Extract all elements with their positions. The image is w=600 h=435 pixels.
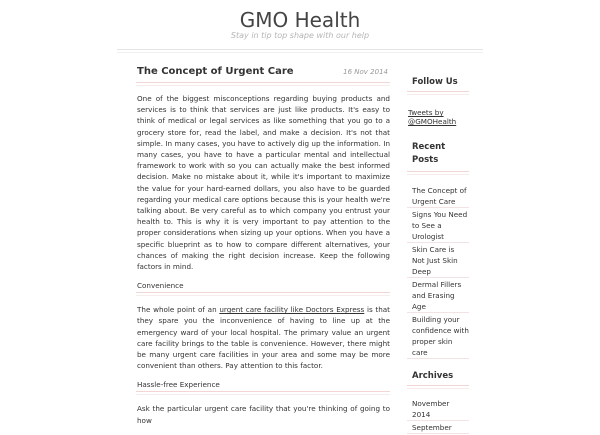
follow-widget xyxy=(407,77,469,126)
widget-divider xyxy=(407,174,469,175)
archives-widget xyxy=(407,371,469,434)
site-tagline: Stay in tip top shape with our help xyxy=(230,31,370,40)
archive-link[interactable]: September xyxy=(407,422,469,434)
archives-list xyxy=(407,398,469,434)
recent-post-link[interactable]: Building your confidence with proper skin care xyxy=(407,314,469,359)
recent-post-link[interactable]: Signs You Need to See a Urologist xyxy=(407,209,469,243)
follow-widget-title: Follow Us xyxy=(407,77,469,92)
post-paragraph: One of the biggest misconceptions regarding buying products and services is to think that services are just like products. It's easy to think of medical or legal services as like something that you go to a grocery store for, read the label, and make a decision. It's not that simple. In many cases, you have to actively dig up the information. In many cases, you have to have a particular mental and intellectual framework to work with so you can actually make the best informed decision. Make no mistake about it, while it's important to maximize the value for your hard-earned dollars, you also have to be guarded regarding your medical care options because this is your health we're talking about. Be very careful as to which company you entrust your health to. This is why it is very important to pay attention to the proper considerations when sizing up your options. When you have a specific blueprint as to how to compare different alternatives, your chances of making the right decision increase. Keep the following factors in mind. xyxy=(137,94,390,272)
recent-post-link[interactable]: Skin Care is Not Just Skin Deep xyxy=(407,244,469,278)
post-subheading: Hassle-free Experience xyxy=(136,379,390,392)
paragraph-text: is that they spare you the inconvenience of having to line up at the emergency ward of your local hospital. The primary value an urgent care facility brings to the table is convenience. However, there might be many urgent care facilities in your area and some may be more convenient than others. Pay attention to this factor. xyxy=(137,305,390,371)
site-title[interactable]: GMO Health xyxy=(239,8,361,32)
sidebar xyxy=(407,77,469,435)
header-divider xyxy=(117,49,483,50)
doctors-express-link[interactable]: urgent care facility like Doctors Express xyxy=(219,305,365,315)
post-title[interactable]: The Concept of Urgent Care xyxy=(137,66,294,77)
archives-title: Archives xyxy=(407,371,469,386)
subheading-divider xyxy=(136,295,390,296)
recent-post-link[interactable]: The Concept of Urgent Care xyxy=(407,185,469,208)
header-divider-secondary xyxy=(117,52,483,53)
post-header xyxy=(136,66,390,83)
post-header-divider xyxy=(136,85,390,86)
paragraph-text: The whole point of an xyxy=(137,305,220,315)
recent-post-link[interactable]: Dermal Fillers and Erasing Age xyxy=(407,279,469,313)
post-subheading: Convenience xyxy=(136,280,390,293)
recent-posts-widget xyxy=(407,141,469,359)
post-paragraph xyxy=(136,304,390,371)
main-content xyxy=(136,66,390,434)
widget-divider xyxy=(407,388,469,389)
subheading-divider xyxy=(136,394,390,395)
recent-posts-list xyxy=(407,185,469,359)
archive-link[interactable]: November 2014 xyxy=(407,398,469,421)
post-date: 16 Nov 2014 xyxy=(343,68,388,76)
post-paragraph: Ask the particular urgent care facility that you're thinking of going to how xyxy=(137,404,390,425)
post-body xyxy=(136,93,390,426)
recent-posts-title: Recent Posts xyxy=(407,141,469,172)
twitter-timeline-link[interactable]: Tweets by @GMOHealth xyxy=(408,108,457,126)
widget-divider xyxy=(407,94,469,95)
